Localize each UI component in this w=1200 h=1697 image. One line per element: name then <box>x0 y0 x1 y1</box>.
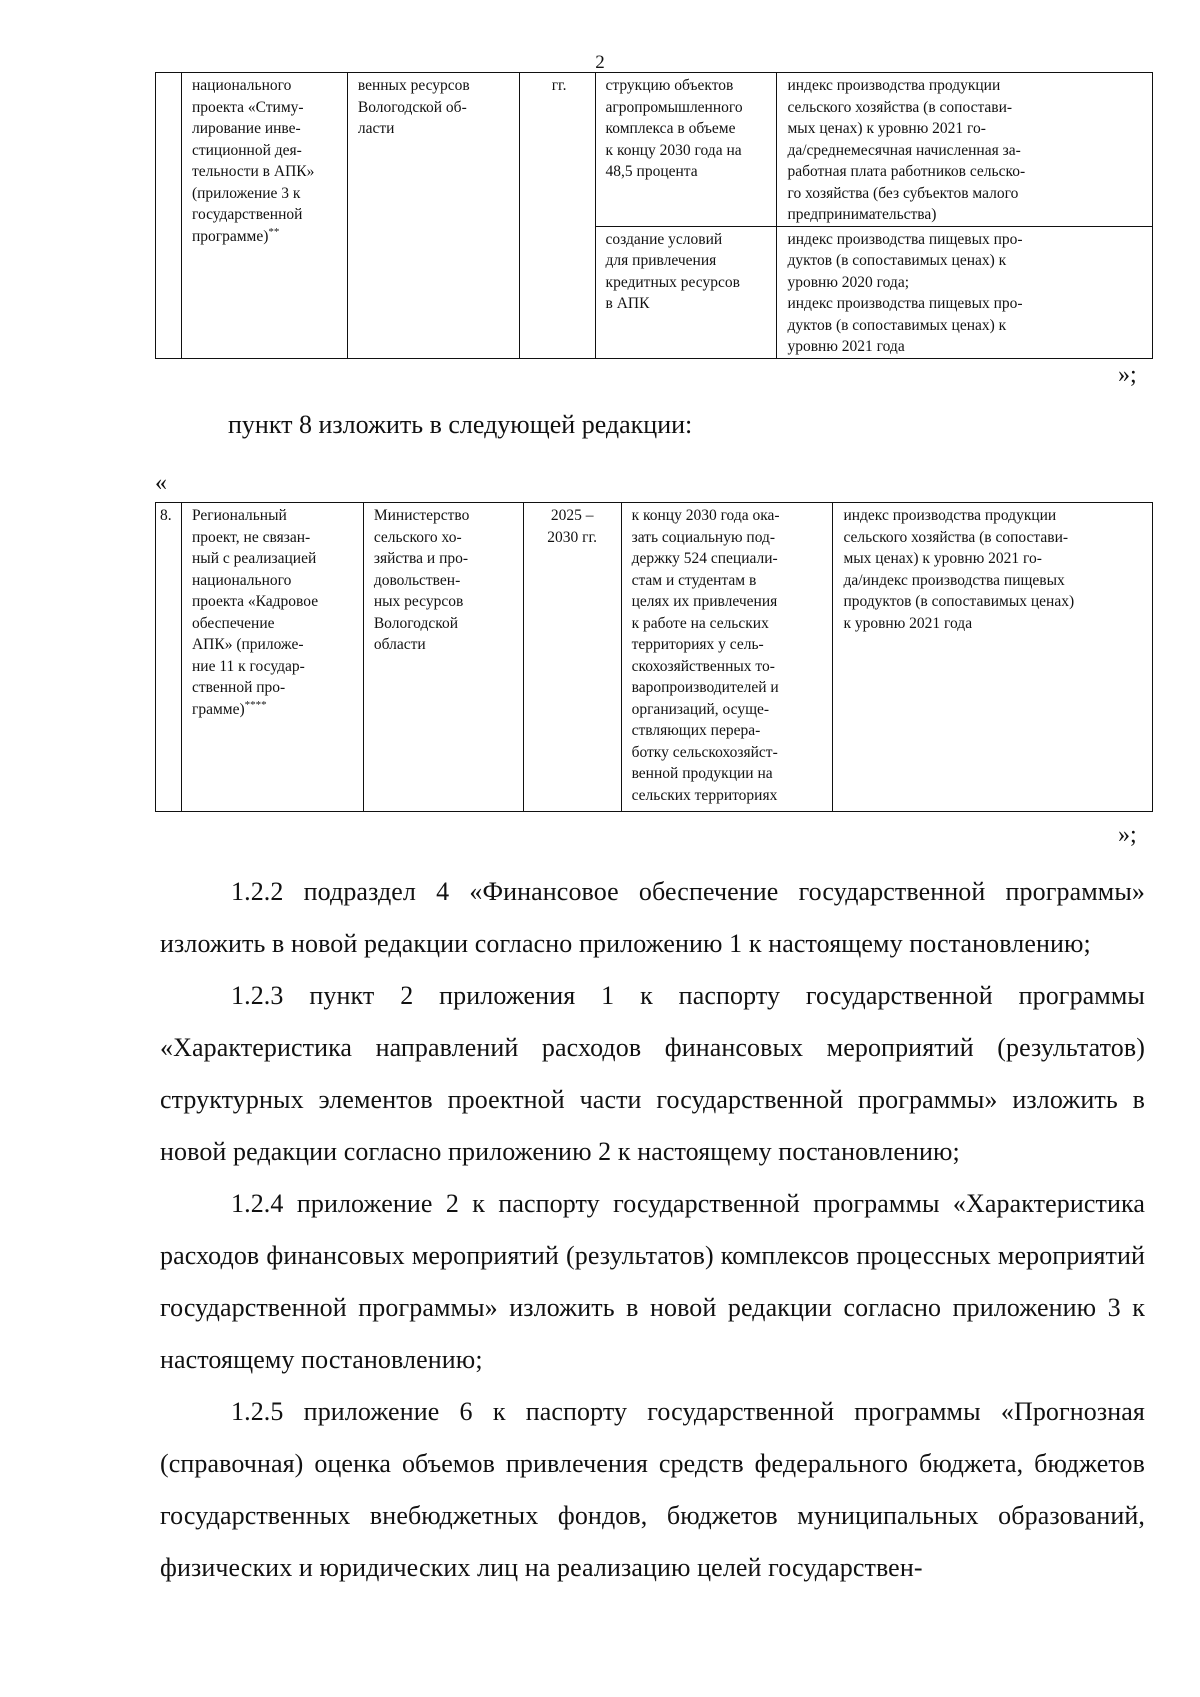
line: государственной <box>191 206 303 223</box>
line: в АПК <box>605 295 650 312</box>
line: проекта «Стиму- <box>191 98 304 116</box>
cell-indicator <box>777 226 1153 358</box>
cell-responsible <box>363 503 523 812</box>
line: индекс производства пищевых про- <box>787 295 1023 312</box>
cell-task <box>595 73 777 227</box>
paragraph-1-2-3: 1.2.3 пункт 2 приложения 1 к паспорту государственной программы «Характеристика направлений расходов финансовых мероприятий (результатов) структурных элементов проектной части государственной программы» изложить в новой редакции согласно приложению 2 к настоящему постановлению; <box>160 981 1145 1166</box>
line: к концу 2030 года на <box>605 141 742 159</box>
line: стам и студентам в <box>631 571 757 589</box>
line: проект, не связан- <box>191 528 311 546</box>
line: программе) <box>191 227 269 245</box>
row-number: 8. <box>160 507 172 524</box>
line: к уровню 2021 года <box>843 614 973 632</box>
line: уровню 2020 года; <box>787 273 910 291</box>
closing-quote: »; <box>1118 822 1137 848</box>
line: области <box>373 636 426 653</box>
paragraph-1-2-2: 1.2.2 подраздел 4 «Финансовое обеспечение государственной программы» изложить в новой редакции согласно приложению 1 к настоящему постановлению; <box>160 877 1145 958</box>
line: Вологодской <box>373 614 459 632</box>
line: уровню 2021 года <box>787 338 905 355</box>
line: 2030 гг. <box>547 528 597 546</box>
line: обеспечение <box>191 614 275 632</box>
cell-task <box>595 226 777 358</box>
cell-period <box>523 503 621 812</box>
paragraph-1-2-5: 1.2.5 приложение 6 к паспорту государственной программы «Прогнозная (справочная) оценка объемов привлечения средств федерального бюджета, бюджетов государственных внебюджетных фондов, бюджетов муниципальных образований, физических и юридических лиц на реализацию целей государствен- <box>160 1397 1145 1582</box>
line: мых ценах) к уровню 2021 го- <box>843 550 1042 567</box>
line: гг. <box>551 77 567 94</box>
line: сельских территориях <box>631 786 778 804</box>
line: для привлечения <box>605 252 717 269</box>
line: дуктов (в сопоставимых ценах) к <box>787 316 1007 334</box>
line: продуктов (в сопоставимых ценах) <box>843 593 1075 610</box>
line: сельского хо- <box>373 528 462 546</box>
table-row <box>156 503 1153 812</box>
line: Вологодской об- <box>357 98 467 116</box>
line: создание условий <box>605 230 723 248</box>
line: лирование инве- <box>191 120 301 137</box>
cell-number <box>156 503 182 812</box>
cell-project-name <box>181 73 347 359</box>
cell-task <box>621 503 833 812</box>
line: ных ресурсов <box>373 593 464 610</box>
line: целях их привлечения <box>631 593 778 610</box>
table-item-8 <box>155 502 1153 812</box>
line: варопроизводителей и <box>631 679 779 696</box>
closing-quote: »; <box>1118 362 1137 388</box>
line: да/индекс производства пищевых <box>843 571 1065 589</box>
cell-responsible <box>347 73 519 359</box>
line: мых ценах) к уровню 2021 го- <box>787 120 986 137</box>
line: тельности в АПК» <box>191 163 315 180</box>
footnote-mark: ** <box>268 225 280 238</box>
line: скохозяйственных то- <box>631 657 775 675</box>
line: к концу 2030 года ока- <box>631 507 780 524</box>
paragraph-1-2-4: 1.2.4 приложение 2 к паспорту государственной программы «Характеристика расходов финансовых мероприятий (результатов) комплексов процессных мероприятий государственной программы» изложить в новой редакции согласно приложению 3 к настоящему постановлению; <box>160 1189 1145 1374</box>
line: работная плата работников сельско- <box>787 163 1026 180</box>
line: го хозяйства (без субъектов малого <box>787 184 1019 202</box>
line: организаций, осуще- <box>631 700 770 718</box>
line: ствляющих перера- <box>631 722 761 739</box>
footnote-mark: **** <box>244 698 267 711</box>
cell-project-name <box>181 503 363 812</box>
line: ласти <box>357 120 395 137</box>
line: комплекса в объеме <box>605 120 736 137</box>
line: венных ресурсов <box>357 77 470 94</box>
line: стиционной дея- <box>191 141 302 159</box>
page-number: 2 <box>595 52 605 73</box>
line: ный с реализацией <box>191 550 317 567</box>
line: национального <box>191 571 292 589</box>
cell-number <box>156 73 182 359</box>
line: предпринимательства) <box>787 206 937 223</box>
line: 2025 – <box>550 507 594 524</box>
line: зать социальную под- <box>631 528 776 546</box>
line: держку 524 специали- <box>631 550 778 567</box>
line: венной продукции на <box>631 765 773 782</box>
line: дуктов (в сопоставимых ценах) к <box>787 252 1007 269</box>
line: сельского хозяйства (в сопостави- <box>787 98 1013 116</box>
line: территориях у сель- <box>631 636 764 653</box>
line: сельского хозяйства (в сопостави- <box>843 528 1069 546</box>
line: АПК» (приложе- <box>191 636 304 653</box>
line: зяйства и про- <box>373 550 469 567</box>
line: струкцию объектов <box>605 77 734 94</box>
line: к работе на сельских <box>631 614 769 632</box>
line: агропромышленного <box>605 98 743 116</box>
line: ственной про- <box>191 679 286 696</box>
opening-quote: « <box>155 470 167 496</box>
line: грамме) <box>191 700 245 718</box>
line: национального <box>191 77 292 94</box>
line: проекта «Кадровое <box>191 593 319 610</box>
table-row <box>156 73 1153 227</box>
line: кредитных ресурсов <box>605 273 740 291</box>
cell-indicator <box>777 73 1153 227</box>
line: Региональный <box>191 507 287 524</box>
line: индекс производства пищевых про- <box>787 230 1023 248</box>
body-text <box>160 866 1145 1594</box>
line: индекс производства продукции <box>787 77 1001 94</box>
line: (приложение 3 к <box>191 184 301 202</box>
intro-text: пункт 8 изложить в следующей редакции: <box>228 410 693 439</box>
cell-indicator <box>833 503 1153 812</box>
line: 48,5 процента <box>605 163 698 180</box>
line: индекс производства продукции <box>843 507 1057 524</box>
line: да/среднемесячная начисленная за- <box>787 141 1021 159</box>
table-continuation <box>155 72 1153 359</box>
line: ботку сельскохозяйст- <box>631 743 778 761</box>
cell-period <box>519 73 595 359</box>
line: довольствен- <box>373 571 461 589</box>
line: Министерство <box>373 507 470 524</box>
line: ние 11 к государ- <box>191 657 305 675</box>
